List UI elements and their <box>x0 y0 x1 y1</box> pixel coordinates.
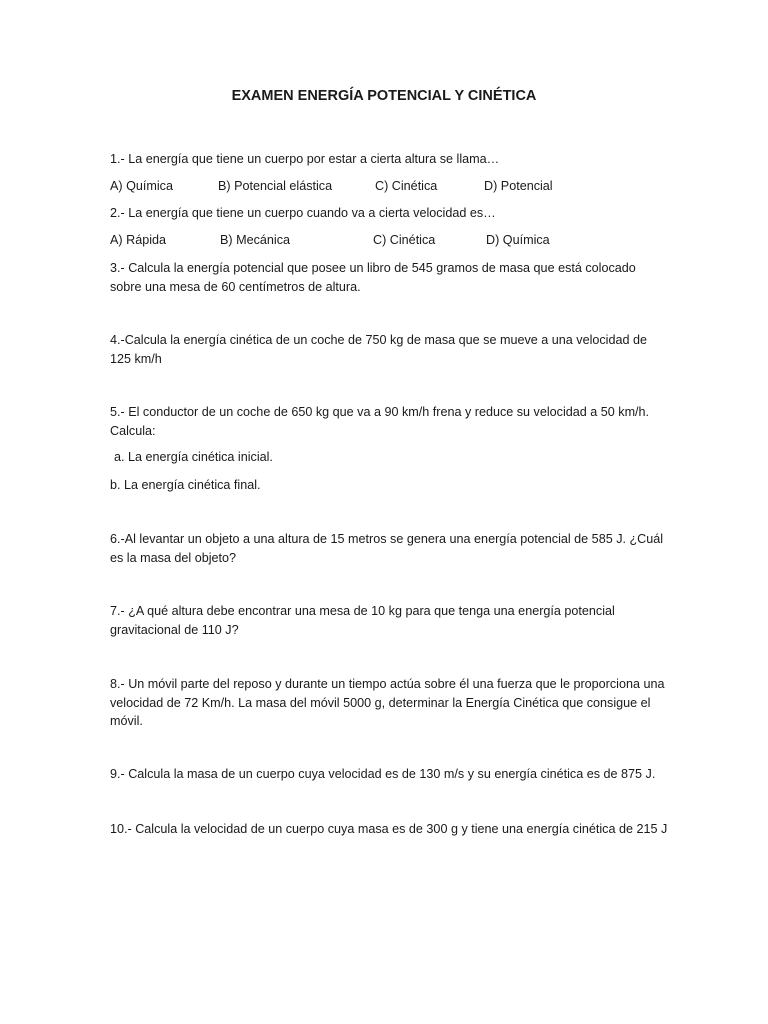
question-10-text: 10.- Calcula la velocidad de un cuerpo cuya masa es de 300 g y tiene una energía cinética de 215 J <box>110 822 668 836</box>
question-5-text: 5.- El conductor de un coche de 650 kg que va a 90 km/h frena y reduce su velocidad a 50 km/h. Calcula: <box>110 405 650 438</box>
question-1-options <box>110 177 670 195</box>
question-2-options <box>110 231 670 249</box>
question-6-text: 6.-Al levantar un objeto a una altura de 15 metros se genera una energía potencial de 585 J. ¿Cuál es la masa del objeto? <box>110 532 664 565</box>
question-1-option-b: B) Potencial elástica <box>218 179 333 193</box>
question-3-text: 3.- Calcula la energía potencial que posee un libro de 545 gramos de masa que está colocado sobre una mesa de 60 centímetros de altura. <box>110 261 636 294</box>
question-2-text: 2.- La energía que tiene un cuerpo cuando va a cierta velocidad es… <box>110 206 496 220</box>
question-4-text: 4.-Calcula la energía cinética de un coche de 750 kg de masa que se mueve a una velocidad de 125 km/h <box>110 333 647 366</box>
exam-title: EXAMEN ENERGÍA POTENCIAL Y CINÉTICA <box>231 88 537 104</box>
question-1-option-a: A) Química <box>110 179 173 193</box>
question-9-text: 9.- Calcula la masa de un cuerpo cuya velocidad es de 130 m/s y su energía cinética es de 875 J. <box>110 767 656 781</box>
question-1-option-c: C) Cinética <box>375 179 438 193</box>
question-8-text: 8.- Un móvil parte del reposo y durante un tiempo actúa sobre él una fuerza que le proporciona una velocidad de 72 Km/h. La masa del móvil 5000 g, determinar la Energía Cinética que consigue el móvil. <box>110 677 665 728</box>
question-1-option-d: D) Potencial <box>484 179 553 193</box>
question-5-part-b: b. La energía cinética final. <box>110 478 261 492</box>
question-7-text: 7.- ¿A qué altura debe encontrar una mesa de 10 kg para que tenga una energía potencial gravitacional de 110 J? <box>110 604 615 637</box>
question-5-part-a: a. La energía cinética inicial. <box>114 450 273 464</box>
question-2-option-a: A) Rápida <box>110 233 167 247</box>
question-1-text: 1.- La energía que tiene un cuerpo por estar a cierta altura se llama… <box>110 152 500 166</box>
question-2-option-c: C) Cinética <box>373 233 436 247</box>
question-2-option-b: B) Mecánica <box>220 233 290 247</box>
question-2-option-d: D) Química <box>486 233 550 247</box>
